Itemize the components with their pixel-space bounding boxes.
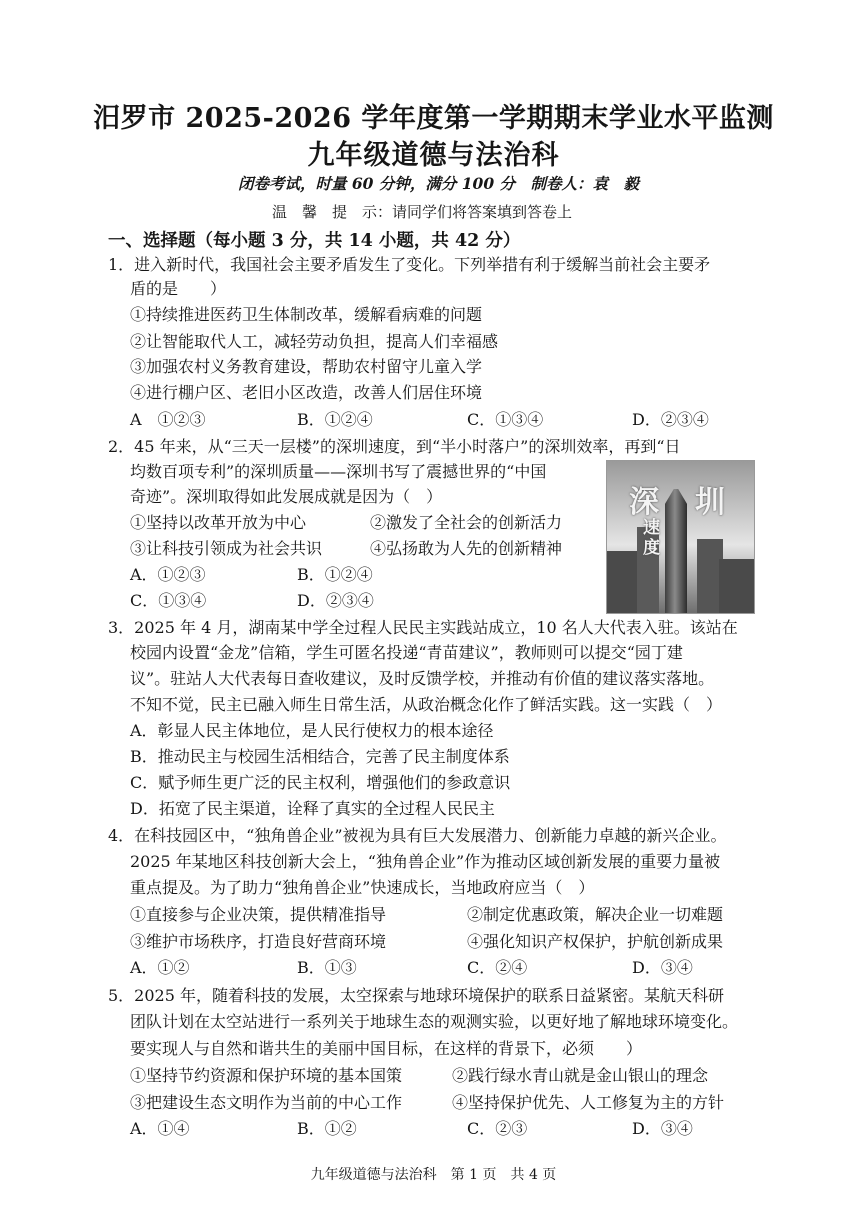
exam-meta: 闭卷考试，时量 60 分钟，满分 100 分 制卷人：袁 毅 <box>238 174 640 193</box>
q3-option-a: A．彰显人民主体地位，是人民行使权力的根本途径 <box>130 721 494 740</box>
q1-stem-line2: 盾的是 ） <box>130 279 227 298</box>
q1-item-1: ①持续推进医药卫生体制改革，缓解看病难的问题 <box>130 305 483 324</box>
q2-item-1: ①坚持以改革开放为中心 <box>130 513 307 532</box>
q5-option-b: B．①② <box>297 1119 357 1138</box>
q3-stem-line1: 3．2025 年 4 月，湖南某中学全过程人民民主实践站成立，10 名人大代表入驻。该站在 <box>108 618 738 637</box>
q2-stem-line1: 2．45 年来，从“三天一层楼”的深圳速度，到“半小时落户”的深圳效率，再到“日 <box>108 437 681 456</box>
photo-text-1: 深 <box>629 485 659 520</box>
q4-stem-line2: 2025 年某地区科技创新大会上，“独角兽企业”作为推动区域创新发展的重要力量被 <box>130 852 721 871</box>
q4-stem-line1: 4．在科技园区中，“独角兽企业”被视为具有巨大发展潜力、创新能力卓越的新兴企业。 <box>108 826 727 845</box>
q3-stem-line3: 议”。驻站人大代表每日查收建议，及时反馈学校，并推动有价值的建议落实落地。 <box>130 669 715 688</box>
q2-option-a: A．①②③ <box>130 565 206 584</box>
q1-item-2: ②让智能取代人工，减轻劳动负担，提高人们幸福感 <box>130 332 499 351</box>
exam-subject-title: 九年级道德与法治科 <box>307 140 560 171</box>
q2-item-2: ②激发了全社会的创新活力 <box>370 513 563 532</box>
q4-item-3: ③维护市场秩序，打造良好营商环境 <box>130 932 387 951</box>
photo-text-4: 度 <box>643 538 660 558</box>
q2-stem-line2: 均数百项专利”的深圳质量——深圳书写了震撼世界的“中国 <box>130 462 547 481</box>
q4-stem-line3: 重点提及。为了助力“独角兽企业”快速成长，当地政府应当（ ） <box>130 878 595 897</box>
section-title: 一、选择题（每小题 3 分，共 14 小题，共 42 分） <box>108 231 521 251</box>
exam-hint: 温 馨 提 示：请同学们将答案填到答卷上 <box>272 203 573 221</box>
q3-stem-line2: 校园内设置“金龙”信箱，学生可匿名投递“青苗建议”，教师则可以提交“园丁建 <box>130 643 683 662</box>
q4-item-4: ④强化知识产权保护，护航创新成果 <box>467 932 724 951</box>
q4-option-d: D．③④ <box>632 958 693 977</box>
exam-title: 汨罗市 2025-2026 学年度第一学期期末学业水平监测 <box>93 103 774 134</box>
q5-stem-line1: 5．2025 年，随着科技的发展，太空探索与地球环境保护的联系日益紧密。某航天科研 <box>108 986 724 1005</box>
q2-option-b: B．①②④ <box>297 565 373 584</box>
q5-item-3: ③把建设生态文明作为当前的中心工作 <box>130 1093 403 1112</box>
q2-item-4: ④弘扬敢为人先的创新精神 <box>370 539 563 558</box>
q1-item-4: ④进行棚户区、老旧小区改造，改善人们居住环境 <box>130 383 483 402</box>
q5-option-a: A．①④ <box>130 1119 190 1138</box>
q4-option-b: B．①③ <box>297 958 357 977</box>
q3-stem-line4: 不知不觉，民主已融入师生日常生活，从政治概念化作了鲜活实践。这一实践（ ） <box>130 695 723 714</box>
q2-option-d: D．②③④ <box>297 591 374 610</box>
q2-stem-line3: 奇迹”。深圳取得如此发展成就是因为（ ） <box>130 487 443 506</box>
q4-option-a: A．①② <box>130 958 190 977</box>
q3-option-c: C．赋予师生更广泛的民主权利，增强他们的参政意识 <box>130 773 511 792</box>
page-footer: 九年级道德与法治科 第 1 页 共 4 页 <box>310 1167 557 1183</box>
q5-item-2: ②践行绿水青山就是金山银山的理念 <box>452 1066 709 1085</box>
q5-option-d: D．③④ <box>632 1119 693 1138</box>
q5-stem-line2: 团队计划在太空站进行一系列关于地球生态的观测实验，以更好地了解地球环境变化。 <box>130 1012 739 1031</box>
q4-option-c: C．②④ <box>467 958 528 977</box>
q3-option-b: B．推动民主与校园生活相结合，完善了民主制度体系 <box>130 747 510 766</box>
shenzhen-photo <box>606 460 755 614</box>
q1-option-d: D．②③④ <box>632 410 709 429</box>
q5-item-4: ④坚持保护优先、人工修复为主的方针 <box>452 1093 725 1112</box>
q5-item-1: ①坚持节约资源和保护环境的基本国策 <box>130 1066 403 1085</box>
q5-option-c: C．②③ <box>467 1119 528 1138</box>
q1-option-a: A ①②③ <box>130 410 206 429</box>
q2-option-c: C．①③④ <box>130 591 207 610</box>
q1-item-3: ③加强农村义务教育建设，帮助农村留守儿童入学 <box>130 357 483 376</box>
q4-item-1: ①直接参与企业决策，提供精准指导 <box>130 905 387 924</box>
photo-text-3: 速 <box>643 518 660 538</box>
skyscraper-graphic <box>665 489 687 613</box>
q1-option-c: C．①③④ <box>467 410 544 429</box>
q1-option-b: B．①②④ <box>297 410 373 429</box>
q4-item-2: ②制定优惠政策，解决企业一切难题 <box>467 905 724 924</box>
q3-option-d: D．拓宽了民主渠道，诠释了真实的全过程人民民主 <box>130 799 495 818</box>
photo-text-2: 圳 <box>695 485 725 520</box>
q5-stem-line3: 要实现人与自然和谐共生的美丽中国目标，在这样的背景下，必须 ） <box>130 1039 643 1058</box>
q1-stem-line1: 1．进入新时代，我国社会主要矛盾发生了变化。下列举措有利于缓解当前社会主要矛 <box>108 255 711 274</box>
q2-item-3: ③让科技引领成为社会共识 <box>130 539 323 558</box>
